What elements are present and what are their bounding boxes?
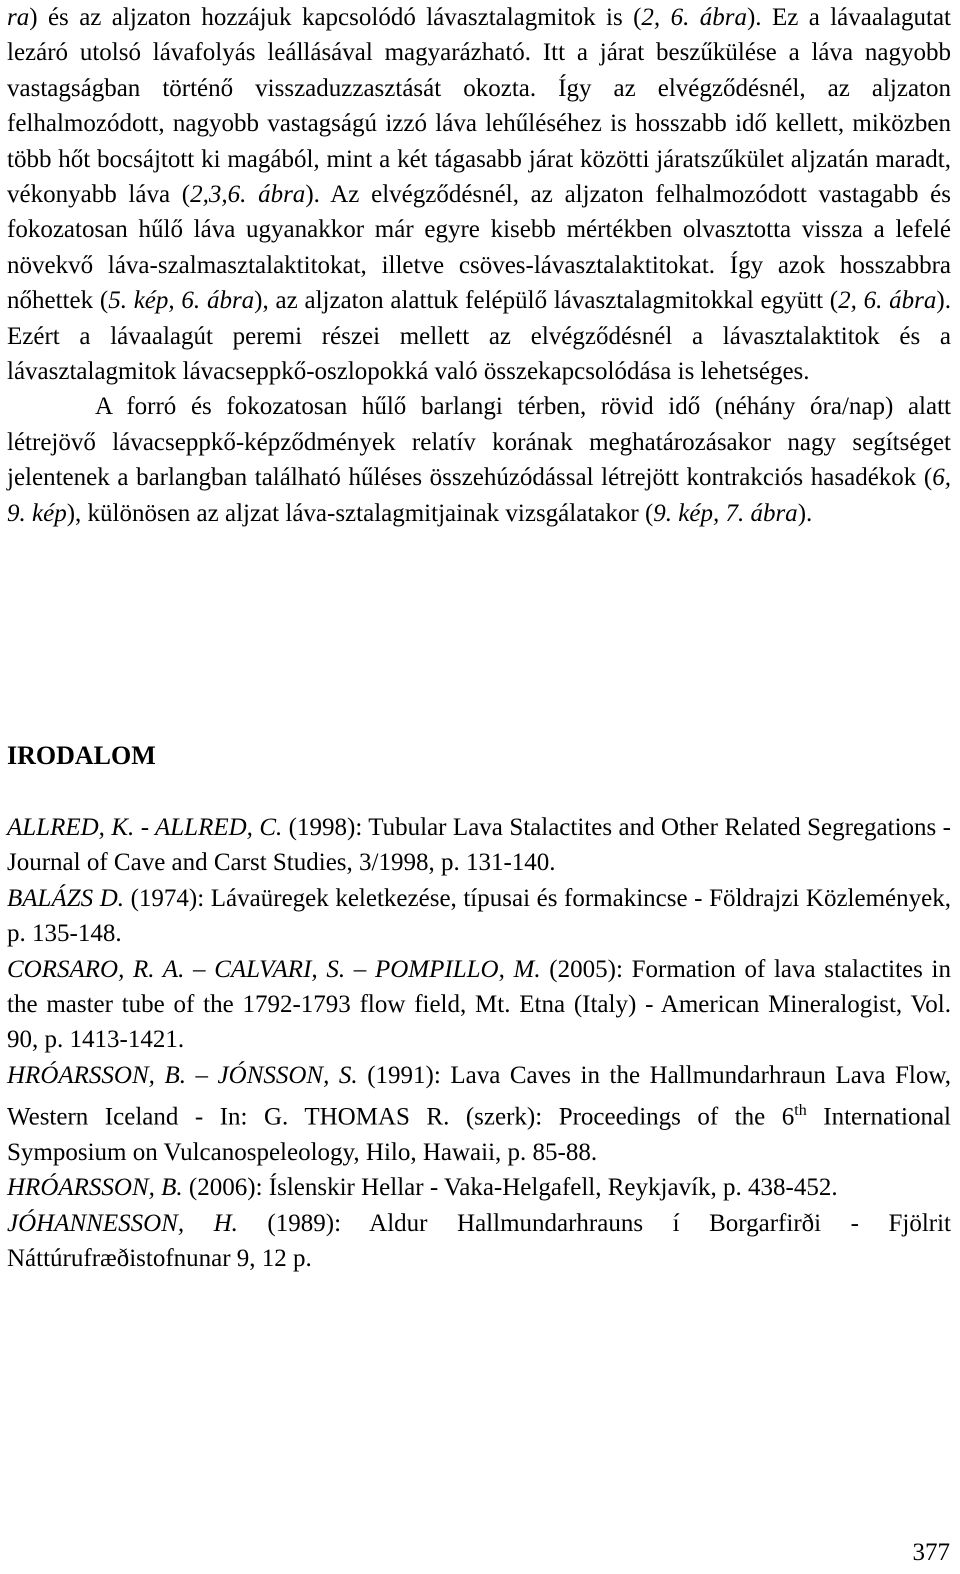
reference-item bbox=[7, 952, 951, 1058]
reference-item bbox=[7, 810, 951, 881]
figure-reference: ra bbox=[7, 4, 30, 31]
reference-authors: BALÁZS D. bbox=[7, 884, 125, 912]
reference-superscript: th bbox=[794, 1102, 807, 1120]
reference-authors: HRÓARSSON, B. – JÓNSSON, S. bbox=[7, 1061, 358, 1089]
text-run: ). Ez a lávaalagutat lezáró utolsó lávafolyás leállásával magyarázható. Itt a járat beszűkülése a láva nagyobb vastagságban történő visszaduzzasztását okozta. Így az elvégződésnél, az aljzaton felhalmozódott, nagyobb vastagságú izzó láva lehűléséhez is hosszabb idő kellett, miközben több hőt bocsájtott ki magából, mint a két tágasabb járat közötti járatszűkület aljzatán maradt, vékonyabb láva ( bbox=[7, 4, 951, 209]
page-number: 377 bbox=[912, 1539, 950, 1566]
figure-reference: 5. kép, 6. ábra bbox=[108, 287, 255, 315]
text-run: ). Ezért a lávaalagút peremi részei mellett az elvégződésnél a lávasztalaktitok és a lávasztalagmitok lávacseppkő-oszlopokká való összekapcsolódása is lehetséges. bbox=[7, 287, 951, 386]
reference-text: (1991): Lava Caves in the Hallmundarhraun Lava Flow, Western Iceland - In: G. THOMAS R. (szerk): Proceedings of the 6 bbox=[7, 1061, 952, 1131]
text-run: ) és az aljzaton hozzájuk kapcsolódó lávasztalagmitok is ( bbox=[29, 4, 642, 31]
body-text bbox=[7, 0, 951, 531]
reference-list bbox=[7, 810, 951, 1277]
reference-text: (1974): Lávaüregek keletkezése, típusai és formakincse - Földrajzi Közlemények, p. 135-148. bbox=[7, 884, 951, 948]
text-run: ). bbox=[797, 499, 813, 527]
text-run: A forró és fokozatosan hűlő barlangi térben, rövid idő (néhány óra/nap) alatt létrejövő lávacseppkő-képződmények relatív korának meghatározásakor nagy segítséget jelentenek a barlangban található hűléses összehúzódással létrejött kontrakciós hasadékok ( bbox=[7, 393, 951, 492]
reference-text: (1989): Aldur Hallmundarhrauns í Borgarfirði - Fjölrit Náttúrufræðistofnunar 9, 12 p. bbox=[7, 1209, 951, 1273]
references-heading: IRODALOM bbox=[7, 741, 156, 770]
paragraph-2 bbox=[7, 389, 951, 531]
figure-reference: 2,3,6. ábra bbox=[190, 181, 306, 209]
figure-reference: 6, 9. kép bbox=[7, 464, 951, 527]
reference-text: (1998): Tubular Lava Stalactites and Other Related Segregations - Journal of Cave and Carst Studies, 3/1998, p. 131-140. bbox=[7, 814, 952, 877]
reference-item bbox=[7, 1058, 951, 1171]
reference-text: (2005): Formation of lava stalactites in the master tube of the 1792-1793 flow field, Mt. Etna (Italy) - American Mineralogist, Vol. 90, p. 1413-1421. bbox=[7, 955, 951, 1054]
reference-authors: CORSARO, R. A. – CALVARI, S. – POMPILLO, M. bbox=[7, 955, 541, 983]
reference-authors: JÓHANNESSON, H. bbox=[7, 1209, 238, 1237]
reference-item bbox=[7, 881, 951, 952]
paragraph-1 bbox=[7, 0, 951, 389]
reference-text: International Symposium on Vulcanospeleology, Hilo, Hawaii, p. 85-88. bbox=[7, 1103, 951, 1166]
reference-item bbox=[7, 1170, 951, 1205]
text-run: ), különösen az aljzat láva-sztalagmitjainak vizsgálatakor ( bbox=[66, 499, 654, 527]
text-run: ). Az elvégződésnél, az aljzaton felhalmozódott vastagabb és fokozatosan hűlő láva ugyanakkor már egyre kisebb mértékben olvasztotta vissza a lefelé növekvő láva-szalmasztalaktitokat, illetve csöves-lávasztalaktitokat. Így azok hosszabbra nőhettek ( bbox=[7, 181, 952, 315]
figure-reference: 2, 6. ábra bbox=[838, 287, 937, 315]
reference-text: (2006): Íslenskir Hellar - Vaka-Helgafell, Reykjavík, p. 438-452. bbox=[182, 1174, 838, 1202]
reference-authors: ALLRED, K. - ALLRED, C. bbox=[7, 814, 283, 841]
text-run: ), az aljzaton alattuk felépülő lávasztalagmitokkal együtt ( bbox=[254, 287, 839, 315]
reference-item bbox=[7, 1206, 951, 1277]
figure-reference: 2, 6. ábra bbox=[641, 4, 747, 31]
figure-reference: 9. kép, 7. ábra bbox=[653, 499, 798, 527]
reference-authors: HRÓARSSON, B. bbox=[7, 1174, 183, 1202]
